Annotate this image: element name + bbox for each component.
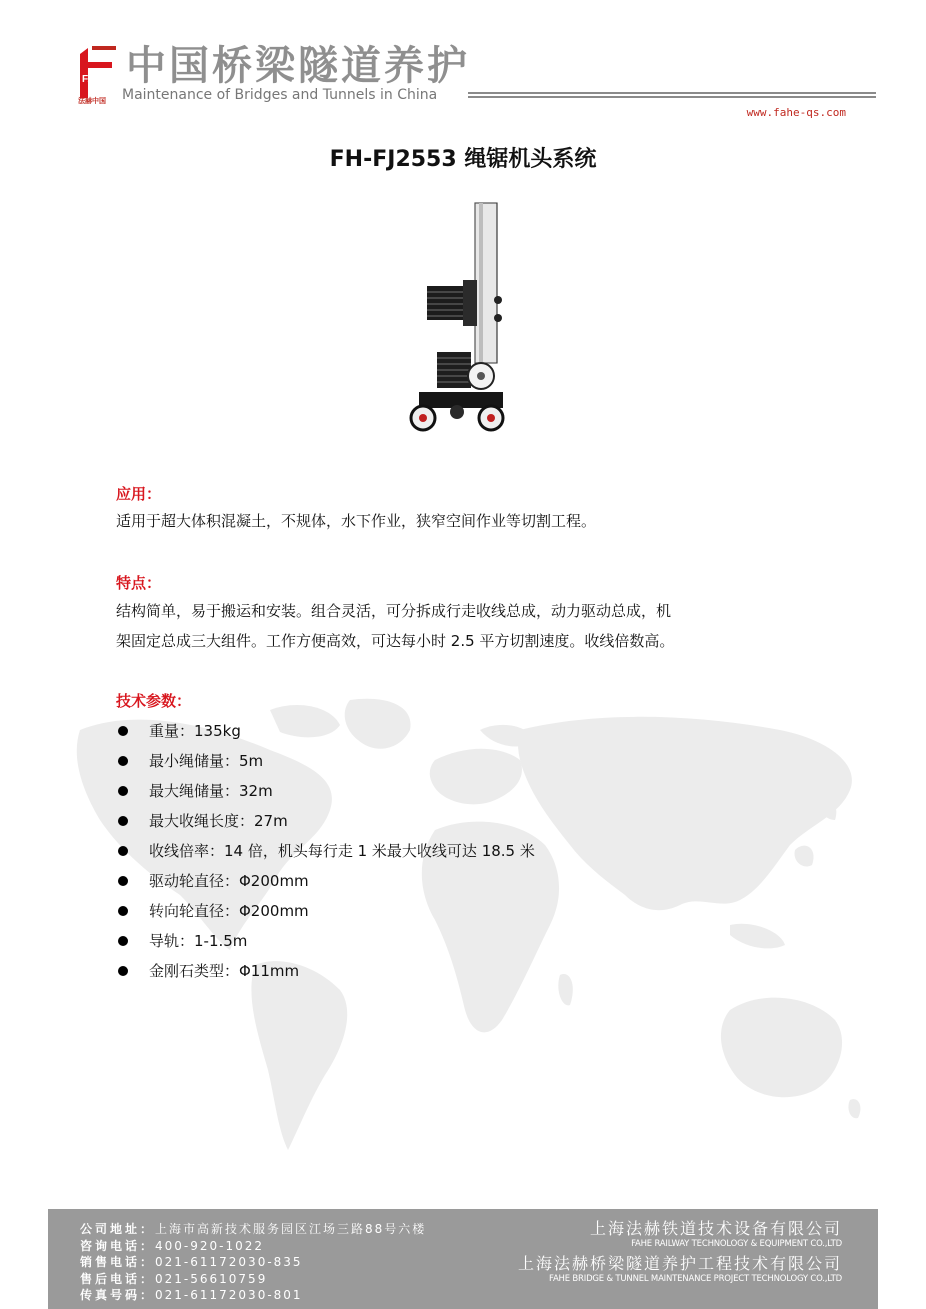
spec-item (116, 746, 535, 776)
bullet-icon (118, 876, 128, 886)
contact-value: 021-61172030-801 (155, 1288, 303, 1302)
bullet-icon (118, 906, 128, 916)
features-text (116, 596, 826, 656)
spec-item (116, 956, 535, 986)
spec-text: 驱动轮直径：Φ200mm (149, 872, 309, 890)
contact-row (80, 1287, 426, 1304)
contact-label: 销售电话： (80, 1255, 156, 1269)
contact-label: 公司地址： (80, 1222, 156, 1236)
bullet-icon (118, 966, 128, 976)
contact-label: 咨询电话： (80, 1238, 156, 1253)
contact-row (80, 1254, 426, 1271)
footer-bar (48, 1209, 878, 1309)
spec-text: 金刚石类型：Φ11mm (149, 962, 300, 980)
logo-caption: 法赫中国 (78, 97, 106, 104)
company-names (518, 1219, 842, 1285)
features-line: 结构简单，易于搬运和安装。组合灵活，可分拆成行走收线总成，动力驱动总成，机 (116, 602, 672, 620)
spec-text: 导轨：1-1.5m (149, 932, 248, 950)
contact-row (80, 1221, 426, 1238)
spec-item (116, 776, 535, 806)
bullet-icon (118, 726, 128, 736)
company1-name-en: FAHE RAILWAY TECHNOLOGY & EQUIPMENT CO.,LTD (631, 1239, 842, 1249)
contact-value: 400-920-1022 (155, 1238, 265, 1253)
contact-value: 021-61172030-835 (155, 1255, 303, 1269)
bullet-icon (118, 786, 128, 796)
contact-row (80, 1271, 426, 1288)
website-link[interactable]: www.fahe-qs.com (746, 106, 846, 119)
logo-text: FAHE (82, 74, 109, 85)
contact-label: 传真号码： (80, 1288, 156, 1302)
page-title: FH-FJ2553 绳锯机头系统 (329, 147, 597, 172)
contact-row (80, 1238, 426, 1255)
bullet-icon (118, 936, 128, 946)
bullet-icon (118, 816, 128, 826)
product-image (405, 200, 515, 435)
specs-list (116, 716, 535, 986)
spec-item (116, 926, 535, 956)
spec-item (116, 836, 535, 866)
header-divider (468, 92, 876, 100)
contact-label: 售后电话： (80, 1271, 156, 1286)
spec-text: 最大绳储量：32m (149, 782, 273, 800)
spec-item (116, 716, 535, 746)
application-heading: 应用： (116, 485, 162, 503)
features-line: 架固定总成三大组件。工作方便高效，可达每小时 2.5 平方切割速度。收线倍数高。 (116, 632, 675, 650)
contact-info (80, 1221, 426, 1304)
brand-title-cn: 中国桥梁隧道养护 (126, 43, 470, 89)
contact-value: 上海市高新技术服务园区江场三路88号六楼 (155, 1222, 427, 1236)
company2-name-cn: 上海法赫桥梁隧道养护工程技术有限公司 (517, 1254, 842, 1273)
company2-name-en: FAHE BRIDGE & TUNNEL MAINTENANCE PROJECT TECHNOLOGY CO.,LTD (549, 1274, 842, 1284)
specs-heading: 技术参数： (116, 692, 192, 710)
spec-text: 最大收绳长度：27m (149, 812, 288, 830)
application-text: 适用于超大体积混凝土，不规体，水下作业，狭窄空间作业等切割工程。 (116, 512, 597, 530)
company1-name-cn: 上海法赫铁道技术设备有限公司 (589, 1219, 842, 1238)
brand-title-en: Maintenance of Bridges and Tunnels in China (122, 87, 438, 103)
spec-item (116, 896, 535, 926)
contact-value: 021-56610759 (155, 1271, 268, 1286)
spec-text: 转向轮直径：Φ200mm (149, 902, 309, 920)
spec-item (116, 866, 535, 896)
spec-text: 最小绳储量：5m (149, 752, 264, 770)
bullet-icon (118, 756, 128, 766)
features-heading: 特点： (116, 574, 162, 592)
bullet-icon (118, 846, 128, 856)
spec-text: 重量：135kg (149, 722, 241, 740)
spec-item (116, 806, 535, 836)
fahe-logo (78, 44, 118, 104)
spec-text: 收线倍率：14 倍，机头每行走 1 米最大收线可达 18.5 米 (149, 842, 535, 860)
